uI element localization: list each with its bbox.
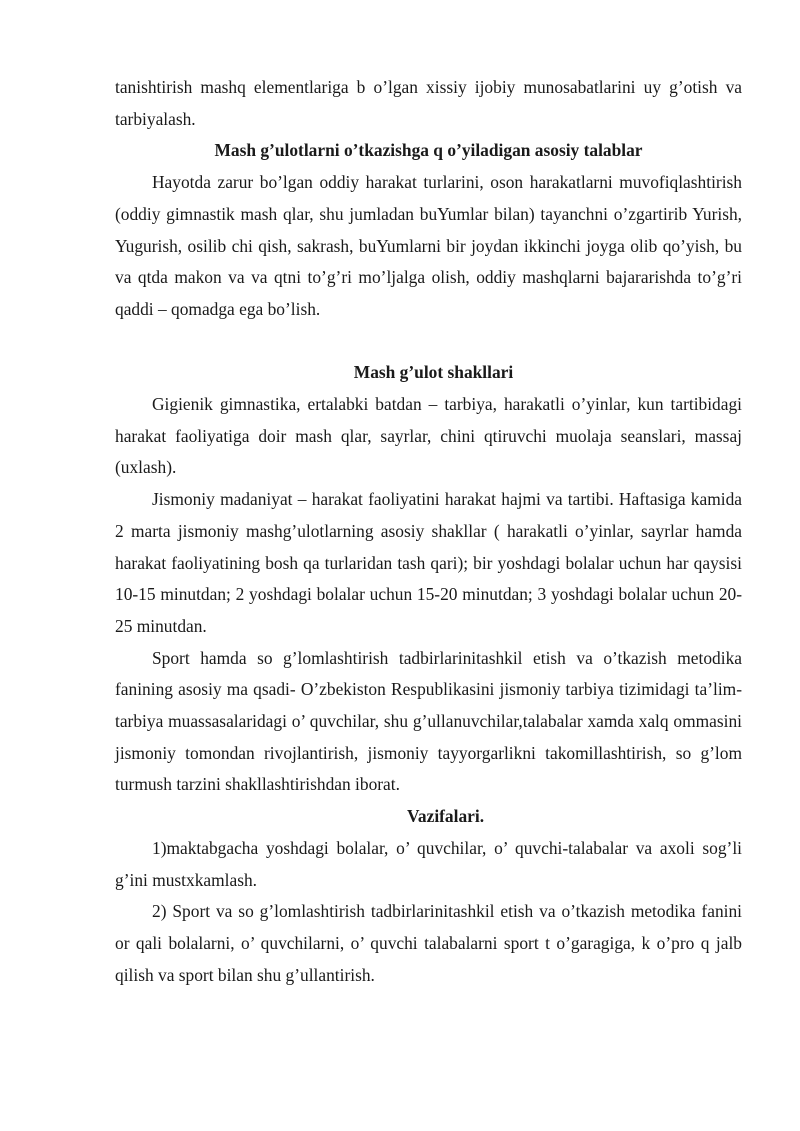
document-body bbox=[115, 72, 742, 991]
paragraph-basic-movements: Hayotda zarur bo’lgan oddiy harakat turlarini, oson harakatlarni muvofiqlashtirish (oddiy gimnastik mash qlar, shu jumladan buYumlar bilan) tayanchni o’zgartirib Yurish, Yugurish, osilib chi qish, sakrash, buYumlarni bir joydan ikkinchi joyga olib qo’yish, bu va qtda makon va va qtni to’g’ri mo’ljalga olish, oddiy mashqlarni bajararishda to’g’ri qaddi – qomadga ega bo’lish. bbox=[115, 172, 742, 319]
paragraph-hygienic-gymnastics: Gigienik gimnastika, ertalabki batdan – tarbiya, harakatli o’yinlar, kun tartibidagi harakat faoliyatiga doir mash qlar, sayrlar, chini qtiruvchi muolaja seanslari, massaj (uxlash). bbox=[115, 394, 742, 478]
blank-line bbox=[115, 326, 742, 358]
intro-paragraph: tanishtirish mashq elementlariga b o’lgan xissiy ijobiy munosabatlarini uy g’otish va tarbiyalash. bbox=[115, 77, 742, 129]
section-heading-tasks: Vazifalari. bbox=[406, 806, 485, 827]
task-item-1: 1)maktabgacha yoshdagi bolalar, o’ quvchilar, o’ quvchi-talabalar va axoli sog’li g’ini mustxkamlash. bbox=[115, 837, 742, 890]
paragraph-physical-culture: Jismoniy madaniyat – harakat faoliyatini harakat hajmi va tartibi. Haftasiga kamida 2 marta jismoniy mashg’ulotlarning asosiy shakllar ( harakatli o’yinlar, sayrlar hamda harakat faoliyatining bosh qa turlaridan tash qari); bir yoshdagi bolalar uchun har qaysisi 10-15 minutdan; 2 yoshdagi bolalar uchun 15-20 minutdan; 3 yoshdagi bolalar uchun 20-25 minutdan. bbox=[115, 489, 742, 636]
section-heading-requirements: Mash g’ulotlarni o’tkazishga q o’yiladigan asosiy talablar bbox=[214, 140, 643, 161]
task-item-2: 2) Sport va so g’lomlashtirish tadbirlarinitashkil etish va o’tkazish metodika fanini or qali bolalarni, o’ quvchilarni, o’ quvchi talabalarni sport t o’garagiga, k o’pro q jalb qilish va sport bilan shu g’ullantirish. bbox=[115, 901, 742, 985]
paragraph-sport-methodology: Sport hamda so g’lomlashtirish tadbirlarinitashkil etish va o’tkazish metodika fanining asosiy ma qsadi- O’zbekiston Respublikasini jismoniy tarbiya tizimidagi ta’lim- tarbiya muassasalaridagi o’ quvchilar, shu g’ullanuvchilar,talabalar xamda xalq ommasini jismoniy tomondan rivojlantirish, jismoniy tayyorgarlikni takomillashtirish, so g’lom turmush tarzini shakllashtirishdan iborat. bbox=[115, 647, 742, 795]
section-heading-forms: Mash g’ulot shakllari bbox=[353, 362, 514, 383]
